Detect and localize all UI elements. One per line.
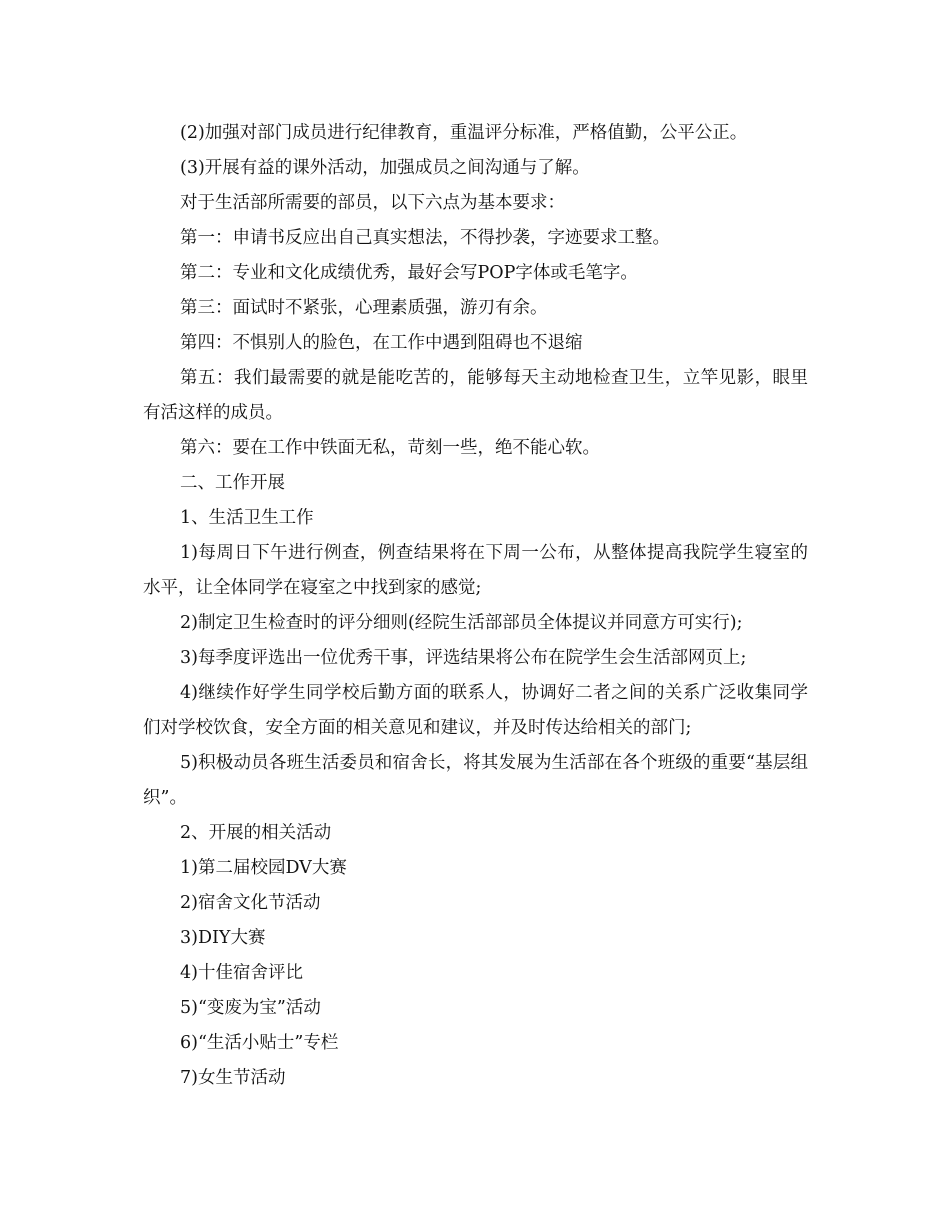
list-item: 4)十佳宿舍评比 [180,963,303,983]
list-item: 5)积极动员各班生活委员和宿舍长，将其发展为生活部在各个班级的重要“基层组织”。 [143,753,808,808]
subsection-heading: 1、生活卫生工作 [180,508,314,528]
list-item: 4)继续作好学生同学校后勤方面的联系人，协调好二者之间的关系广泛收集同学们对学校饮食，安全方面的相关意见和建议，并及时传达给相关的部门; [143,683,808,738]
paragraph: (2)加强对部门成员进行纪律教育，重温评分标准，严格值勤，公平公正。 [180,123,748,143]
list-item: 2)制定卫生检查时的评分细则(经院生活部部员全体提议并同意方可实行); [180,613,743,633]
list-item: 7)女生节活动 [180,1068,286,1088]
list-item: 3)每季度评选出一位优秀干事，评选结果将公布在院学生会生活部网页上; [180,648,747,668]
list-item: 2)宿舍文化节活动 [180,893,321,913]
paragraph: 第六：要在工作中铁面无私，苛刻一些，绝不能心软。 [180,438,600,458]
list-item: 3)DIY大赛 [180,928,266,948]
section-heading: 二、工作开展 [180,473,285,493]
subsection-heading: 2、开展的相关活动 [180,823,332,843]
paragraph: 第五：我们最需要的就是能吃苦的，能够每天主动地检查卫生，立竿见影，眼里有活这样的成员。 [143,368,808,423]
document-body [143,116,808,1096]
paragraph: (3)开展有益的课外活动，加强成员之间沟通与了解。 [180,158,590,178]
list-item: 6)“生活小贴士”专栏 [180,1033,339,1053]
paragraph: 第一：申请书反应出自己真实想法，不得抄袭，字迹要求工整。 [180,228,670,248]
list-item: 5)“变废为宝”活动 [180,998,321,1018]
paragraph: 第三：面试时不紧张，心理素质强，游刃有余。 [180,298,548,318]
paragraph: 第二：专业和文化成绩优秀，最好会写POP字体或毛笔字。 [180,263,638,283]
paragraph: 第四：不惧别人的脸色，在工作中遇到阻碍也不退缩 [180,333,583,353]
list-item: 1)每周日下午进行例查，例查结果将在下周一公布，从整体提高我院学生寝室的水平，让全体同学在寝室之中找到家的感觉; [143,543,808,598]
paragraph: 对于生活部所需要的部员，以下六点为基本要求： [180,193,565,213]
list-item: 1)第二届校园DV大赛 [180,858,347,878]
